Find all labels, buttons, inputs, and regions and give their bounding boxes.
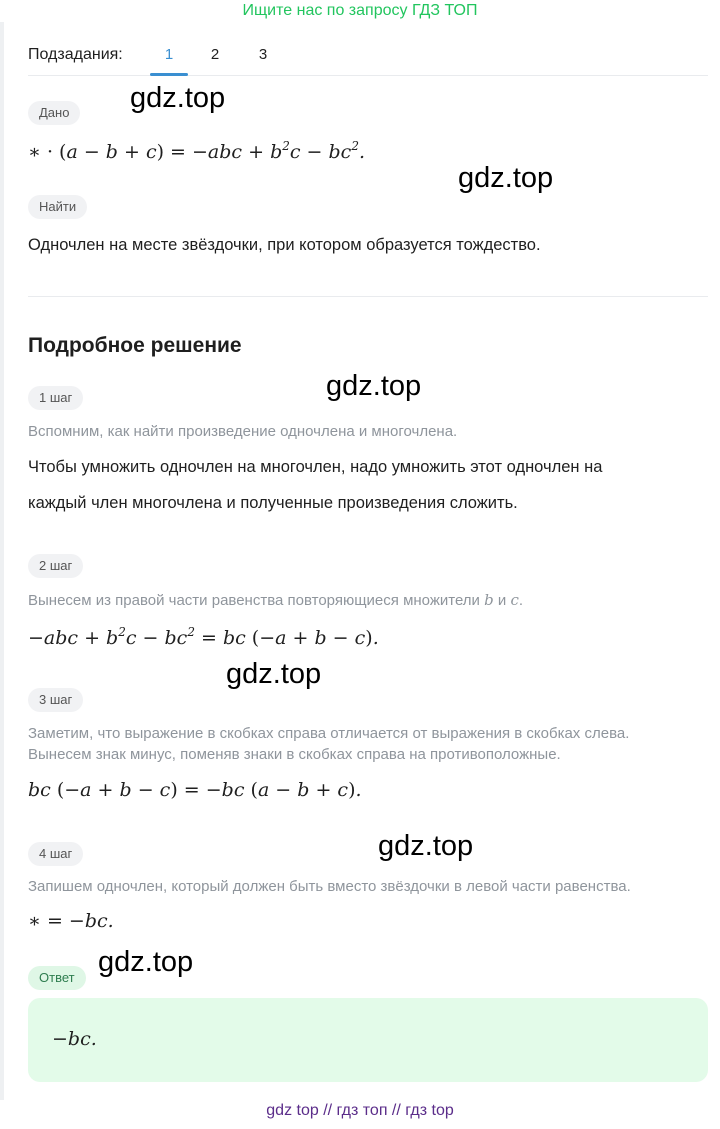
watermark: gdz.top	[458, 162, 554, 194]
step-4-equation: ∗ = −bc.	[28, 910, 114, 932]
subtasks-label: Подзадания:	[28, 46, 123, 63]
given-equation: ∗ · $(a - b + c) = -abc + b^2c - bc^2$.	[28, 139, 366, 163]
solution-title: Подробное решение	[28, 334, 242, 357]
subtask-tabs	[28, 40, 708, 76]
watermark: gdz.top	[98, 946, 194, 978]
step-2-hint: Вынесем из правой части равенства повторяющиеся множители b и c.	[28, 591, 524, 609]
step-1-text-line-2: каждый член многочлена и полученные произведения сложить.	[28, 494, 518, 512]
tab-1[interactable]: 1	[164, 46, 174, 63]
step-3-chip: 3 шаг	[28, 688, 83, 712]
active-tab-underline	[150, 73, 188, 76]
watermark: gdz.top	[378, 830, 474, 862]
step-2-equation: $-abc + b^2c - bc^2$ = bc (−a + b − c).	[28, 625, 379, 649]
step-3-hint-line-1: Заметим, что выражение в скобках справа отличается от выражения в скобках слева.	[28, 725, 630, 742]
watermark: gdz.top	[226, 658, 322, 690]
watermark: gdz.top	[326, 370, 422, 402]
watermark: gdz.top	[130, 82, 226, 114]
tab-2[interactable]: 2	[210, 46, 220, 63]
answer-value: −bc.	[52, 1028, 97, 1050]
step-3-hint-line-2: Вынесем знак минус, поменяв знаки в скобках справа на противоположные.	[28, 746, 561, 763]
divider	[28, 296, 708, 297]
top-banner: Ищите нас по запросу ГДЗ ТОП	[242, 2, 478, 19]
step-3-equation: bc (−a + b − c) = −bc (a − b + c).	[28, 779, 362, 801]
answer-box	[28, 998, 708, 1082]
step-1-text-line-1: Чтобы умножить одночлен на многочлен, надо умножить этот одночлен на	[28, 458, 603, 476]
step-1-chip: 1 шаг	[28, 386, 83, 410]
tab-3[interactable]: 3	[258, 46, 268, 63]
find-text: Одночлен на месте звёздочки, при котором образуется тождество.	[28, 236, 541, 254]
step-2-chip: 2 шаг	[28, 554, 83, 578]
step-4-hint: Запишем одночлен, который должен быть вместо звёздочки в левой части равенства.	[28, 878, 631, 895]
given-chip: Дано	[28, 101, 80, 125]
find-chip: Найти	[28, 195, 87, 219]
answer-chip: Ответ	[28, 966, 86, 990]
step-4-chip: 4 шаг	[28, 842, 83, 866]
step-1-hint: Вспомним, как найти произведение одночлена и многочлена.	[28, 423, 458, 440]
footer-links: gdz top // гдз топ // гдз top	[266, 1102, 454, 1119]
left-rail	[0, 22, 4, 1100]
